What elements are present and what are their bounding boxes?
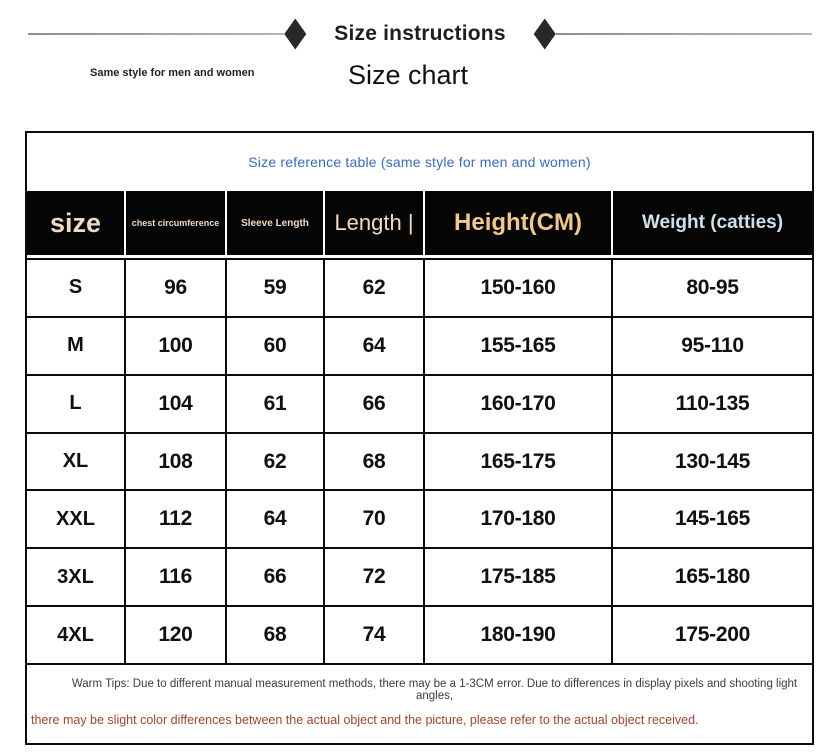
table-cell: 68 xyxy=(227,607,325,663)
table-cell: 61 xyxy=(227,376,325,432)
warm-tips-line2: there may be slight color differences between the actual object and the picture, please refer to the actual object received. xyxy=(31,713,699,728)
table-header-row xyxy=(27,191,812,258)
header-label-height: Height(CM) xyxy=(454,209,582,236)
table-cell: 160-170 xyxy=(425,376,613,432)
table-row-l xyxy=(27,374,812,432)
header-cell-chest xyxy=(126,191,227,255)
table-cell: 112 xyxy=(126,491,227,547)
header-label-size: size xyxy=(49,207,102,238)
table-cell: 74 xyxy=(325,607,425,663)
warm-tips xyxy=(27,663,812,743)
header-cell-size xyxy=(27,191,126,255)
table-cell: M xyxy=(27,318,126,374)
subtitle-same-style: Same style for men and women xyxy=(90,67,255,79)
header-cell-weight xyxy=(613,191,812,255)
table-cell: 110-135 xyxy=(675,391,750,415)
header-cell-height xyxy=(425,191,613,255)
header-label-chest: chest circumference xyxy=(131,218,220,228)
table-cell: S xyxy=(27,260,126,316)
header-cell-length xyxy=(325,191,425,255)
diamond-icon-right xyxy=(534,19,556,50)
section-divider xyxy=(28,20,812,48)
table-cell: 170-180 xyxy=(425,491,613,547)
table-caption: Size reference table (same style for men and women) xyxy=(248,154,591,170)
header-label-weight: Weight (catties) xyxy=(641,212,784,233)
table-cell: 68 xyxy=(325,434,425,490)
table-cell: 130-145 xyxy=(675,449,750,473)
table-row-3xl xyxy=(27,547,812,605)
table-cell: 64 xyxy=(325,318,425,374)
table-cell: 165-180 xyxy=(675,565,750,589)
size-table xyxy=(25,131,814,745)
header-label-length: Length | xyxy=(334,210,414,235)
table-cell: 155-165 xyxy=(425,318,613,374)
header-cell-sleeve xyxy=(227,191,325,255)
table-cell: 120 xyxy=(126,607,227,663)
page-title: Size chart xyxy=(347,60,469,90)
table-cell: 100 xyxy=(126,318,227,374)
table-cell: 175-185 xyxy=(425,549,613,605)
table-cell: 150-160 xyxy=(425,260,613,316)
table-cell: 3XL xyxy=(27,549,126,605)
table-cell: 4XL xyxy=(27,607,126,663)
table-row-4xl xyxy=(27,605,812,663)
table-cell: 60 xyxy=(227,318,325,374)
table-row-xxl xyxy=(27,489,812,547)
table-cell: 66 xyxy=(325,376,425,432)
table-cell: 175-200 xyxy=(675,623,750,647)
table-cell: 165-175 xyxy=(425,434,613,490)
table-cell: 104 xyxy=(126,376,227,432)
divider-line-left xyxy=(28,33,284,35)
table-cell: 96 xyxy=(126,260,227,316)
table-cell: 62 xyxy=(325,260,425,316)
table-cell: 145-165 xyxy=(675,507,750,531)
table-cell: 62 xyxy=(227,434,325,490)
table-cell: XXL xyxy=(27,491,126,547)
table-row-s xyxy=(27,258,812,316)
table-cell: 72 xyxy=(325,549,425,605)
table-cell: 80-95 xyxy=(686,275,739,299)
table-cell: 180-190 xyxy=(425,607,613,663)
table-cell: 116 xyxy=(126,549,227,605)
table-row-xl xyxy=(27,432,812,490)
divider-line-right xyxy=(556,33,812,35)
table-cell: 64 xyxy=(227,491,325,547)
table-cell: 66 xyxy=(227,549,325,605)
table-cell: XL xyxy=(27,434,126,490)
diamond-icon-left xyxy=(284,19,306,50)
table-cell: 70 xyxy=(325,491,425,547)
header-label-sleeve: Sleeve Length xyxy=(241,217,309,229)
warm-tips-line1: Warm Tips: Due to different manual measurement methods, there may be a 1-3CM error. Due to differences in display pixels and shooting light angles, xyxy=(71,678,798,703)
table-cell: L xyxy=(27,376,126,432)
table-cell: 95-110 xyxy=(681,333,744,357)
table-row-m xyxy=(27,316,812,374)
table-cell: 59 xyxy=(227,260,325,316)
table-cell: 108 xyxy=(126,434,227,490)
band-title: Size instructions xyxy=(334,22,506,45)
